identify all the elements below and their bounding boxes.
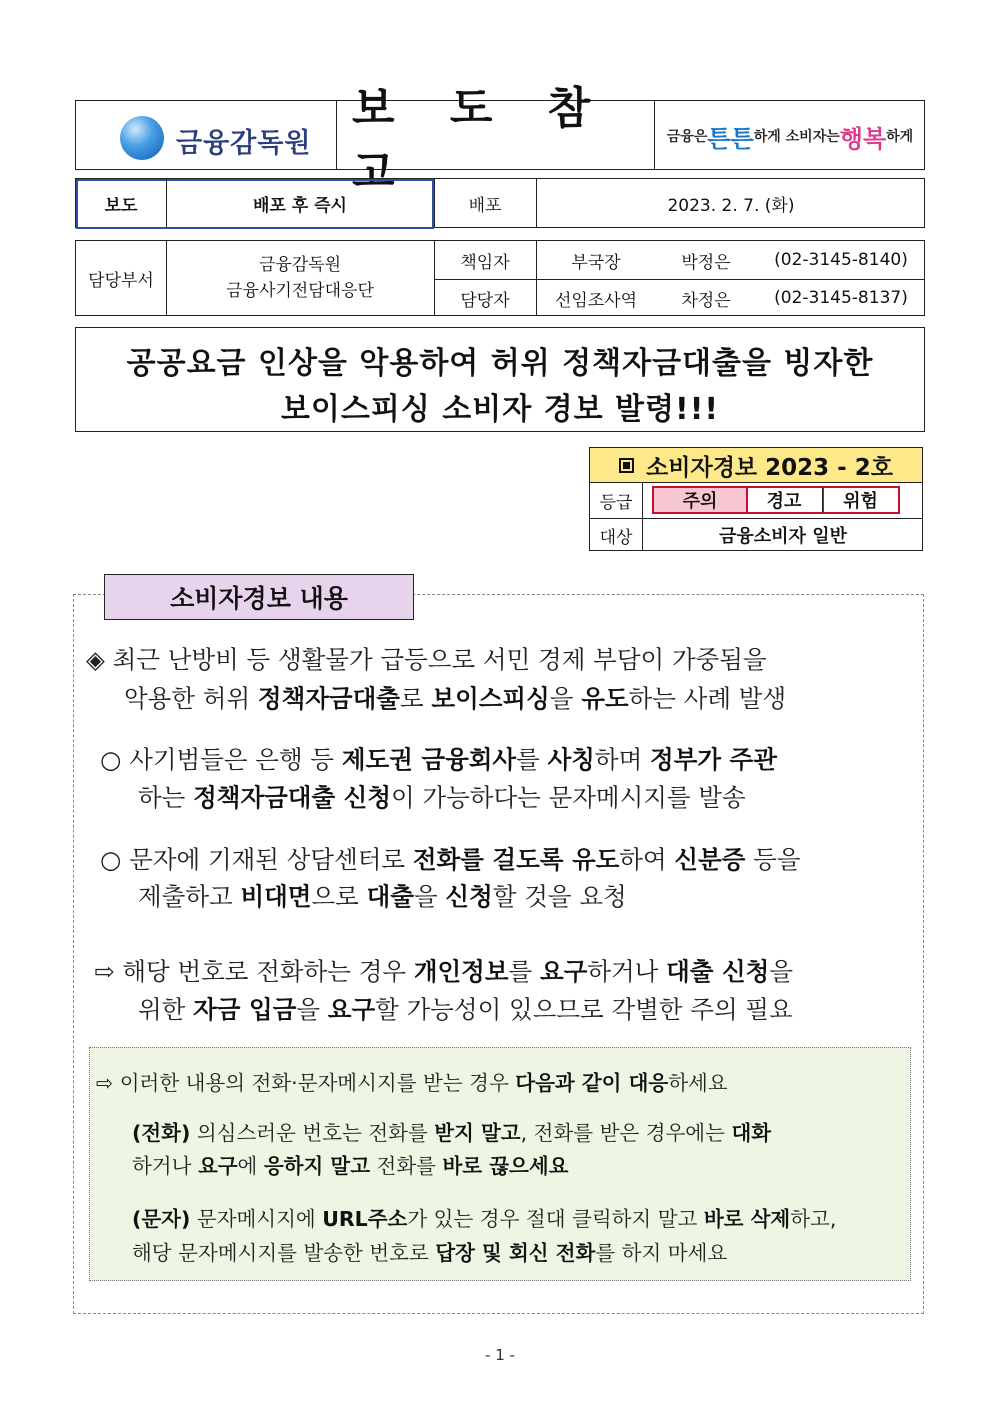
diamond-bullet-icon: ◈ <box>86 645 105 674</box>
circle-bullet-icon: ○ <box>100 745 122 774</box>
dept-line-2: 금융사기전담대응단 <box>226 281 374 301</box>
warning-line-1: ⇨ 해당 번호로 전화하는 경우 개인정보를 요구하거나 대출 신청을 <box>94 957 793 986</box>
page-number: - 1 - <box>485 1346 515 1364</box>
summary-line-2: 악용한 허위 정책자금대출로 보이스피싱을 유도하는 사례 발생 <box>124 684 787 713</box>
advice-call-line-2: 하거나 요구에 응하지 말고 전화를 바로 끊으세요 <box>132 1154 569 1178</box>
release-label: 보도 <box>104 195 138 216</box>
point-2-line-1: ○ 문자에 기재된 상담센터로 전화를 걸도록 유도하여 신분증 등을 <box>100 845 801 874</box>
dept-line-1: 금융감독원 <box>258 255 342 275</box>
target-label: 대상 <box>599 527 633 548</box>
section-title: 소비자경보 내용 <box>104 574 414 620</box>
slogan-part-1: 금융은 <box>666 129 708 145</box>
summary-line-1: ◈ 최근 난방비 등 생활물가 급등으로 서민 경제 부담이 가중됨을 <box>86 645 767 674</box>
contact-role: 책임자 <box>460 252 510 273</box>
contact-table <box>75 240 925 316</box>
advice-sms-line-1: (문자) 문자메시지에 URL주소가 있는 경우 절대 클릭하지 말고 바로 삭제하고, <box>132 1207 837 1231</box>
contact-name: 박정은 <box>681 252 731 273</box>
dept-label: 담당부서 <box>88 270 154 291</box>
distribution-label: 배포 <box>468 195 502 216</box>
contact-phone: (02-3145-8140) <box>774 250 908 270</box>
slogan-part-3: 하게 <box>886 129 914 145</box>
contact-position: 부국장 <box>571 252 621 273</box>
point-1-line-2: 하는 정책자금대출 신청이 가능하다는 문자메시지를 발송 <box>138 783 746 812</box>
circle-bullet-icon: ○ <box>100 845 122 874</box>
advice-sms-line-2: 해당 문자메시지를 발송한 번호로 답장 및 회신 전화를 하지 마세요 <box>132 1241 728 1265</box>
level-warning: 경고 <box>746 486 824 514</box>
arrow-right-icon: ⇨ <box>94 957 115 986</box>
fss-logo <box>76 101 336 171</box>
headline-box <box>75 327 925 432</box>
target-value: 금융소비자 일반 <box>719 526 847 547</box>
grade-label: 등급 <box>599 492 633 513</box>
globe-icon <box>120 116 164 160</box>
square-bullet-icon <box>619 458 634 473</box>
slogan-emphasis-1: 튼튼 <box>707 124 754 153</box>
arrow-right-icon: ⇨ <box>96 1071 114 1095</box>
release-row <box>75 178 925 228</box>
contact-name: 차정은 <box>681 290 731 311</box>
warning-line-2: 위한 자금 입금을 요구할 가능성이 있으므로 각별한 주의 필요 <box>138 995 793 1024</box>
contact-role: 담당자 <box>460 290 510 311</box>
sms-tag: (문자) <box>132 1207 191 1231</box>
alert-box <box>589 447 923 551</box>
advice-intro: ⇨ 이러한 내용의 전화·문자메시지를 받는 경우 다음과 같이 대응하세요 <box>96 1071 728 1095</box>
level-danger: 위험 <box>822 486 900 514</box>
slogan-part-2: 하게 소비자는 <box>753 129 840 145</box>
headline-line-2: 보이스피싱 소비자 경보 발령!!! <box>280 392 720 427</box>
document-type-title: 보 도 참 고 <box>352 83 611 198</box>
point-2-line-2: 제출하고 비대면으로 대출을 신청할 것을 요청 <box>138 882 627 911</box>
contact-phone: (02-3145-8137) <box>774 288 908 308</box>
distribution-date: 2023. 2. 7. (화) <box>667 195 795 216</box>
slogan-emphasis-2: 행복 <box>839 124 887 153</box>
logo-text: 금융감독원 <box>176 128 312 159</box>
release-timing: 배포 후 즉시 <box>253 195 347 216</box>
alert-number: 소비자경보 2023 - 2호 <box>646 454 893 481</box>
dept-name <box>166 241 434 315</box>
level-caution: 주의 <box>652 486 748 514</box>
advice-call-line-1: (전화) 의심스러운 번호는 전화를 받지 말고, 전화를 받은 경우에는 대화 <box>132 1121 772 1145</box>
press-header <box>75 83 925 198</box>
call-tag: (전화) <box>132 1121 191 1145</box>
slogan <box>654 101 926 171</box>
point-1-line-1: ○ 사기범들은 은행 등 제도권 금융회사를 사칭하며 정부가 주관 <box>100 745 777 774</box>
advice-box <box>89 1047 911 1281</box>
headline-line-1: 공공요금 인상을 악용하여 허위 정책자금대출을 빙자한 <box>126 346 874 381</box>
alert-heading <box>590 448 922 483</box>
contact-position: 선임조사역 <box>554 290 638 311</box>
